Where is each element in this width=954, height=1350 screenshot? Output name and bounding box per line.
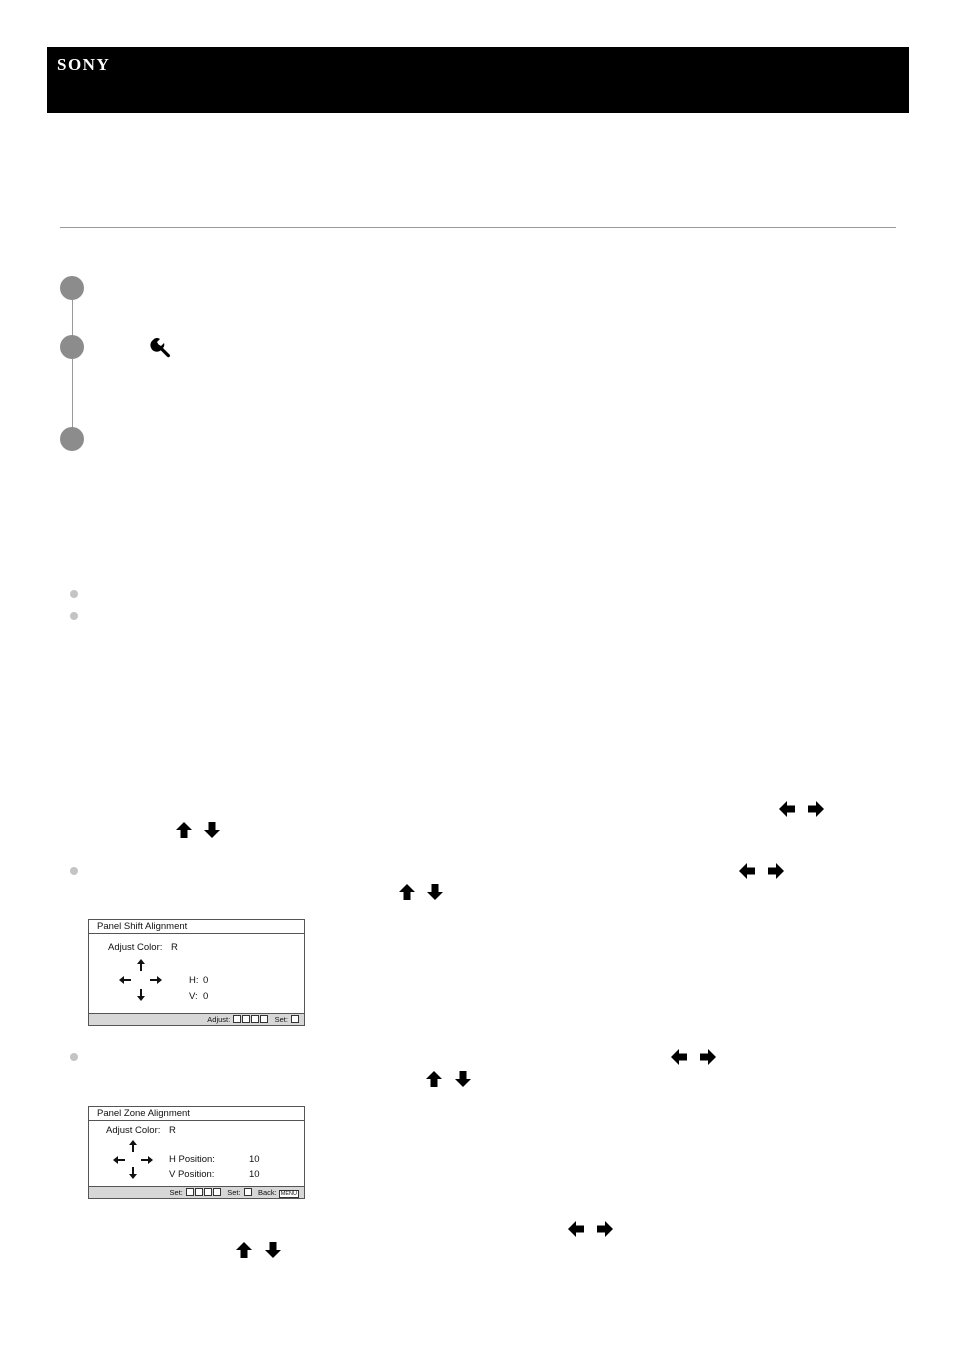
adjust-color-label: Adjust Color: bbox=[108, 942, 163, 953]
arrow-right-icon bbox=[150, 974, 162, 986]
footer-set-label: Set: bbox=[169, 1188, 183, 1197]
list-bullet bbox=[70, 1053, 78, 1061]
panel-shift-alignment-screen bbox=[88, 919, 305, 1026]
note-bullet bbox=[70, 612, 78, 620]
arrow-up-icon bbox=[127, 1140, 139, 1152]
v-position-value: 10 bbox=[249, 1169, 260, 1180]
arrow-up-icon bbox=[425, 1070, 443, 1088]
note-bullet bbox=[70, 590, 78, 598]
header-bar bbox=[47, 47, 909, 113]
footer-set-label: Set: bbox=[274, 1015, 288, 1024]
arrow-right-icon bbox=[699, 1048, 717, 1066]
key-icon bbox=[260, 1015, 268, 1023]
arrow-left-icon bbox=[113, 1154, 125, 1166]
step-1-marker bbox=[60, 276, 84, 300]
key-icon bbox=[233, 1015, 241, 1023]
step-3-marker bbox=[60, 427, 84, 451]
arrow-down-icon bbox=[135, 989, 147, 1001]
key-icon bbox=[213, 1188, 221, 1196]
arrow-down-icon bbox=[454, 1070, 472, 1088]
h-position-value: 10 bbox=[249, 1154, 260, 1165]
key-icon bbox=[186, 1188, 194, 1196]
arrow-left-icon bbox=[119, 974, 131, 986]
arrow-up-icon bbox=[235, 1241, 253, 1259]
arrow-up-icon bbox=[135, 959, 147, 971]
arrow-right-icon bbox=[596, 1220, 614, 1238]
title-divider bbox=[60, 227, 896, 228]
footer-adjust-label: Adjust: bbox=[207, 1015, 231, 1024]
screen-footer bbox=[89, 1013, 304, 1025]
key-icon bbox=[244, 1188, 252, 1196]
panel-zone-alignment-screen bbox=[88, 1106, 305, 1199]
key-icon bbox=[251, 1015, 259, 1023]
step-2-marker bbox=[60, 335, 84, 359]
h-position-label: H Position: bbox=[169, 1154, 215, 1165]
arrow-left-icon bbox=[567, 1220, 585, 1238]
arrow-down-icon bbox=[426, 883, 444, 901]
v-position-label: V Position: bbox=[169, 1169, 215, 1180]
screen-footer bbox=[89, 1186, 304, 1198]
list-bullet bbox=[70, 867, 78, 875]
v-value: 0 bbox=[203, 991, 209, 1002]
key-icon bbox=[204, 1188, 212, 1196]
arrow-up-icon bbox=[398, 883, 416, 901]
h-value: 0 bbox=[203, 975, 209, 986]
screen-title: Panel Shift Alignment bbox=[89, 920, 304, 934]
arrow-left-icon bbox=[738, 862, 756, 880]
arrow-left-icon bbox=[670, 1048, 688, 1066]
adjust-color-label: Adjust Color: bbox=[106, 1125, 161, 1136]
arrow-down-icon bbox=[264, 1241, 282, 1259]
key-icon bbox=[242, 1015, 250, 1023]
v-label: V: bbox=[189, 991, 198, 1002]
footer-set-label: Set: bbox=[227, 1188, 241, 1197]
sony-logo: SONY bbox=[57, 55, 111, 74]
key-icon bbox=[291, 1015, 299, 1023]
footer-back-label: Back: bbox=[257, 1188, 277, 1197]
adjust-color-value: R bbox=[171, 942, 178, 953]
screen-title: Panel Zone Alignment bbox=[89, 1107, 304, 1121]
adjust-color-value: R bbox=[169, 1125, 176, 1136]
menu-key-icon: MENU bbox=[280, 1191, 297, 1197]
wrench-icon bbox=[150, 336, 172, 358]
arrow-down-icon bbox=[203, 821, 221, 839]
arrow-left-icon bbox=[778, 800, 796, 818]
arrow-up-icon bbox=[175, 821, 193, 839]
h-label: H: bbox=[189, 975, 199, 986]
arrow-right-icon bbox=[767, 862, 785, 880]
arrow-right-icon bbox=[141, 1154, 153, 1166]
arrow-right-icon bbox=[807, 800, 825, 818]
key-icon bbox=[195, 1188, 203, 1196]
steps-connector bbox=[72, 299, 73, 439]
arrow-down-icon bbox=[127, 1167, 139, 1179]
